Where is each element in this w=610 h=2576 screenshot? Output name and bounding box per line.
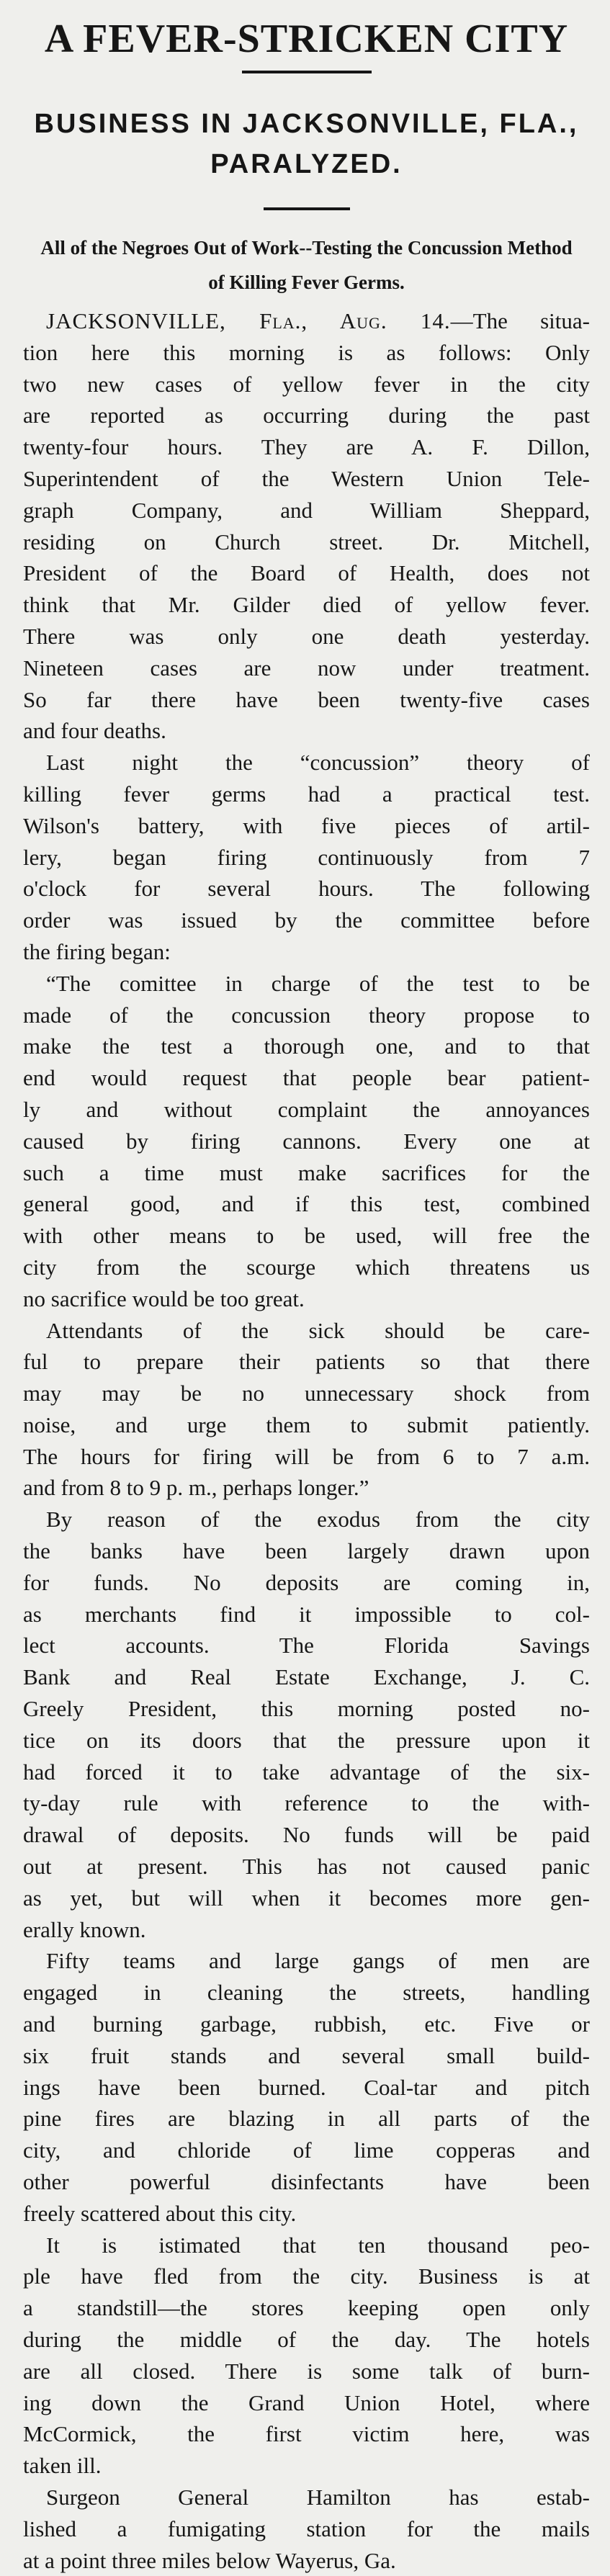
article-line: [23, 305, 590, 337]
article-line: the banks have been largely drawn upon: [23, 1538, 590, 1564]
subhead: BUSINESS IN JACKSONVILLE, FLA., PARALYZED.: [34, 109, 579, 179]
article-paragraph: [23, 747, 590, 968]
article-line: as yet, but will when it becomes more gen-: [23, 1885, 590, 1911]
article-line: the firing began:: [23, 938, 171, 964]
article-line: are reported as occurring during the past: [23, 403, 590, 428]
article-line: six fruit stands and several small build-: [23, 2042, 590, 2068]
article-line: killing fever germs had a practical test.: [23, 781, 590, 807]
headline: A FEVER-STRICKEN CITY: [44, 17, 569, 61]
article-line: Fifty teams and large gangs of men are: [46, 1948, 590, 1974]
article-line: Wilson's battery, with five pieces of artil-: [23, 812, 590, 838]
article-line: “The comittee in charge of the test to be: [46, 970, 590, 996]
article-line: such a time must make sacrifices for the: [23, 1159, 590, 1185]
article-paragraph: [23, 1945, 590, 2229]
article-line: lect accounts. The Florida Savings: [23, 1633, 590, 1659]
article-line: had forced it to take advantage of the six-: [23, 1759, 590, 1785]
article-line: ful to prepare their patients so that there: [23, 1349, 590, 1375]
article-paragraph: [23, 1504, 590, 1945]
article-line: think that Mr. Gilder died of yellow fever.: [23, 592, 590, 618]
article-line: pine fires are blazing in all parts of the: [23, 2106, 590, 2132]
article-line: city, and chloride of lime copperas and: [23, 2137, 590, 2163]
article-line: may may be no unnecessary shock from: [23, 1381, 590, 1406]
article-line: ings have been burned. Coal-tar and pitch: [23, 2074, 590, 2100]
article-line: noise, and urge them to submit patiently.: [23, 1412, 590, 1437]
article-paragraph: [23, 305, 590, 747]
article-line: The hours for firing will be from 6 to 7 a.m.: [23, 1443, 590, 1469]
article-line: no sacrifice would be too great.: [23, 1285, 305, 1311]
article-line: It is istimated that ten thousand peo-: [46, 2232, 590, 2258]
article-line: for funds. No deposits are coming in,: [23, 1569, 590, 1595]
article-line: lished a fumigating station for the mails: [23, 2516, 590, 2541]
article-line: Last night the “concussion” theory of: [46, 750, 590, 776]
dateline: JACKSONVILLE, Fla., Aug. 14.: [46, 308, 451, 333]
article-line: Nineteen cases are now under treatment.: [23, 655, 590, 681]
article-line: during the middle of the day. The hotels: [23, 2327, 590, 2352]
article-line: By reason of the exodus from the city: [46, 1507, 590, 1532]
article-line: and burning garbage, rubbish, etc. Five or: [23, 2011, 590, 2037]
article-line: Attendants of the sick should be care-: [46, 1317, 590, 1343]
article-line: Greely President, this morning posted no-: [23, 1696, 590, 1722]
article-line: Surgeon General Hamilton has estab-: [46, 2484, 590, 2510]
article-line: two new cases of yellow fever in the city: [23, 371, 590, 397]
article-line: other powerful disinfectants have been: [23, 2169, 590, 2195]
article-line: drawal of deposits. No funds will be paid: [23, 1822, 590, 1848]
article-paragraph: [23, 968, 590, 1315]
article-body: [23, 305, 590, 2576]
article-line: graph Company, and William Sheppard,: [23, 497, 590, 523]
article-line: make the test a thorough one, and to that: [23, 1033, 590, 1059]
article-paragraph: [23, 2482, 590, 2576]
article-line: ly and without complaint the annoyances: [23, 1096, 590, 1122]
deck: All of the Negroes Out of Work--Testing the Concussion Method of Killing Fever Germs.: [40, 237, 573, 293]
article-line: McCormick, the first victim here, was: [23, 2421, 590, 2447]
article-line: a standstill—the stores keeping open only: [23, 2295, 590, 2321]
article-line: as merchants find it impossible to col-: [23, 1601, 590, 1627]
article-line: Superintendent of the Western Union Tele-: [23, 465, 590, 491]
article-line: tion here this morning is as follows: Only: [23, 339, 590, 365]
article-line: o'clock for several hours. The following: [23, 876, 590, 902]
article-line: So far there have been twenty-five cases: [23, 686, 590, 712]
article-line: lery, began firing continuously from 7: [23, 844, 590, 870]
article-line: ple have fled from the city. Business is at: [23, 2263, 590, 2289]
subhead-rule: [264, 207, 350, 210]
article-line: city from the scourge which threatens us: [23, 1254, 590, 1280]
article-paragraph: [23, 1315, 590, 1504]
article-line: There was only one death yesterday.: [23, 623, 590, 649]
article-line: taken ill.: [23, 2453, 102, 2479]
article-line: Bank and Real Estate Exchange, J. C.: [23, 1664, 590, 1690]
article-line: with other means to be used, will free the: [23, 1223, 590, 1249]
article-line: twenty-four hours. They are A. F. Dillon,: [23, 434, 590, 460]
article-line: ty-day rule with reference to the with-: [23, 1790, 590, 1816]
article-line: and from 8 to 9 p. m., perhaps longer.”: [23, 1475, 369, 1501]
article-line: at a point three miles below Wayerus, Ga.: [23, 2547, 396, 2573]
article-line: erally known.: [23, 1916, 146, 1942]
article-line: tice on its doors that the pressure upon it: [23, 1727, 590, 1753]
article-line: general good, and if this test, combined: [23, 1191, 590, 1217]
article-line: caused by firing cannons. Every one at: [23, 1128, 590, 1154]
article-line: freely scattered about this city.: [23, 2200, 297, 2226]
article-line: and four deaths.: [23, 718, 166, 744]
article-line-text: —The situa-: [450, 308, 590, 333]
article-line: engaged in cleaning the streets, handling: [23, 1980, 590, 2006]
article-line: end would request that people bear patient-: [23, 1065, 590, 1091]
headline-rule: [242, 71, 372, 73]
article-line: order was issued by the committee before: [23, 907, 590, 933]
article-line: made of the concussion theory propose to: [23, 1002, 590, 1028]
article-line: President of the Board of Health, does not: [23, 560, 590, 586]
article-line: out at present. This has not caused panic: [23, 1854, 590, 1880]
article-paragraph: [23, 2230, 590, 2482]
article-line: are all closed. There is some talk of burn-: [23, 2358, 590, 2384]
article-line: residing on Church street. Dr. Mitchell,: [23, 529, 590, 555]
article-line: ing down the Grand Union Hotel, where: [23, 2389, 590, 2415]
